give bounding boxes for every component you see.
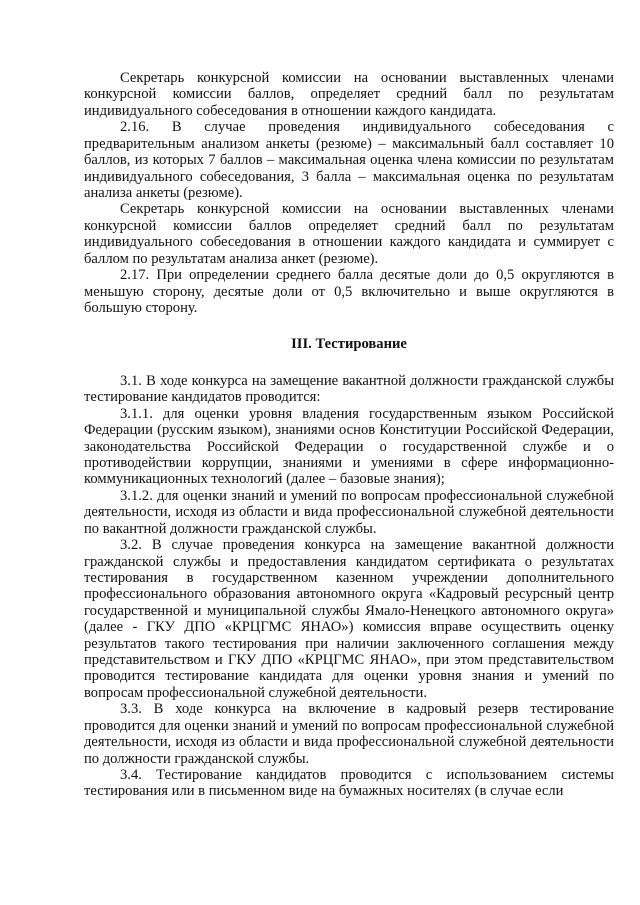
paragraph-2-17: 2.17. При определении среднего балла десятые доли до 0,5 округляются в меньшую сторону, десятые доли от 0,5 включительно и выше округляются в большую сторону.	[84, 267, 614, 316]
paragraph-3-1-1: 3.1.1. для оценки уровня владения государственным языком Российской Федерации (русским языком), знаниями основ Конституции Российской Федерации, законодательства Российской Федерации о государственной службе и о противодействии коррупции, знаниями и умениями в сфере информационно-коммуникационных технологий (далее – базовые знания);	[84, 405, 614, 488]
paragraph-3-4: 3.4. Тестирование кандидатов проводится с использованием системы тестирования или в письменном виде на бумажных носителях (в случае если	[84, 767, 614, 800]
paragraph-3-1-2: 3.1.2. для оценки знаний и умений по вопросам профессиональной служебной деятельности, исходя из области и вида профессиональной служебной деятельности по вакантной должности гражданской службы.	[84, 487, 614, 537]
paragraph-3-3: 3.3. В ходе конкурса на включение в кадровый резерв тестирование проводится для оценки знаний и умений по вопросам профессиональной служебной деятельности, исходя из области и вида профессиональной служебной деятельности по должности гражданской службы.	[84, 701, 614, 767]
section-heading-testing: III. Тестирование	[291, 336, 407, 353]
paragraph-2-16: 2.16. В случае проведения индивидуального собеседования с предварительным анализом анкеты (резюме) – максимальный балл составляет 10 баллов, из которых 7 баллов – максимальная оценка члена комиссии по результатам индивидуального собеседования, 3 балла – максимальная оценка по результатам анализа анкеты (резюме).	[84, 119, 614, 201]
paragraph-3-2: 3.2. В случае проведения конкурса на замещение вакантной должности гражданской службы и предоставления кандидатом сертификата о результатах тестирования в государственном казенном учреждении дополнительного профессионального образования автономного округа «Кадровый ресурсный центр государственной и муниципальной службы Ямало-Ненецкого автономного округа» (далее - ГКУ ДПО «КРЦГМС ЯНАО») комиссия вправе осуществить оценку результатов такого тестирования при наличии заключенного соглашения между представительством и ГКУ ДПО «КРЦГМС ЯНАО», при этом представительством проводится тестирование кандидата для оценки уровня знания и умений по вопросам профессиональной служебной деятельности.	[84, 537, 614, 701]
paragraph-secretary-sum-score: Секретарь конкурсной комиссии на основании выставленных членами конкурсной комиссии баллов определяет средний балл по результатам индивидуального собеседования в отношении каждого кандидата и суммирует с баллом по результатам анализа анкет (резюме).	[84, 201, 614, 267]
paragraph-secretary-average-score: Секретарь конкурсной комиссии на основании выставленных членами конкурсной комиссии баллов, определяет средний балл по результатам индивидуального собеседования в отношении каждого кандидата.	[84, 70, 614, 119]
paragraph-3-1: 3.1. В ходе конкурса на замещение вакантной должности гражданской службы тестирование кандидатов проводится:	[84, 372, 614, 406]
